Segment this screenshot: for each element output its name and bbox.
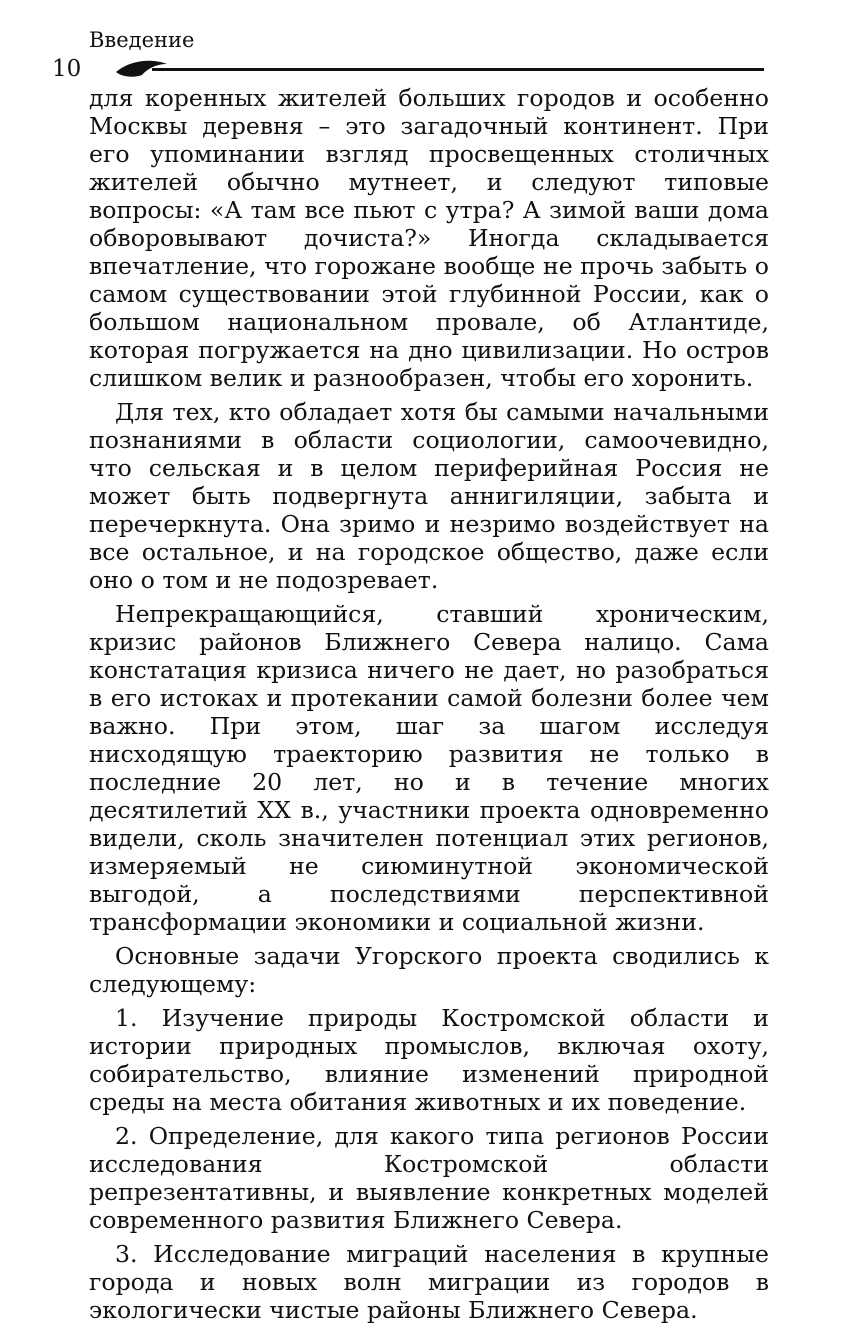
list-item-2: 2. Определение, для какого типа регионов России исследования Костромской области репрезентативны, и выявление конкретных моделей современного развития Ближнего Севера. <box>89 1122 769 1234</box>
list-item-3: 3. Исследование миграций населения в крупные города и новых волн миграции из городов в экологически чистые районы Ближнего Севера. <box>89 1240 769 1324</box>
body-text <box>89 84 769 1330</box>
header-rule-line <box>152 68 764 71</box>
list-item-1: 1. Изучение природы Костромской области и истории природных промыслов, включая охоту, собирательство, влияние изменений природной среды на места обитания животных и их поведение. <box>89 1004 769 1116</box>
paragraph-2: Для тех, кто обладает хотя бы самыми начальными познаниями в области социологии, самоочевидно, что сельская и в целом периферийная Россия не может быть подвергнута аннигиляции, забыта и перечеркнута. Она зримо и незримо воздействует на все остальное, и на городское общество, даже если оно о том и не подозревает. <box>89 398 769 594</box>
paragraph-1: для коренных жителей больших городов и особенно Москвы деревня – это загадочный континент. При его упоминании взгляд просвещенных столичных жителей обычно мутнеет, и следуют типовые вопросы: «А там все пьют с утра? А зимой ваши дома обворовывают дочиста?» Иногда складывается впечатление, что горожане вообще не прочь забыть о самом существовании этой глубинной России, как о большом национальном провале, об Атлантиде, которая погружается на дно цивилизации. Но остров слишком велик и разнообразен, чтобы его хоронить. <box>89 84 769 392</box>
paragraph-3: Непрекращающийся, ставший хроническим, кризис районов Ближнего Севера налицо. Сама констатация кризиса ничего не дает, но разобраться в его истоках и протекании самой болезни более чем важно. При этом, шаг за шагом исследуя нисходящую траекторию развития не только в последние 20 лет, но и в течение многих десятилетий XX в., участники проекта одновременно видели, сколь значителен потенциал этих регионов, измеряемый не сиюминутной экономической выгодой, а последствиями перспективной трансформации экономики и социальной жизни. <box>89 600 769 936</box>
page-number: 10 <box>52 56 82 82</box>
paragraph-4: Основные задачи Угорского проекта сводились к следующему: <box>89 942 769 998</box>
header-rule-ornament <box>112 58 764 80</box>
running-head: Введение <box>89 28 195 52</box>
